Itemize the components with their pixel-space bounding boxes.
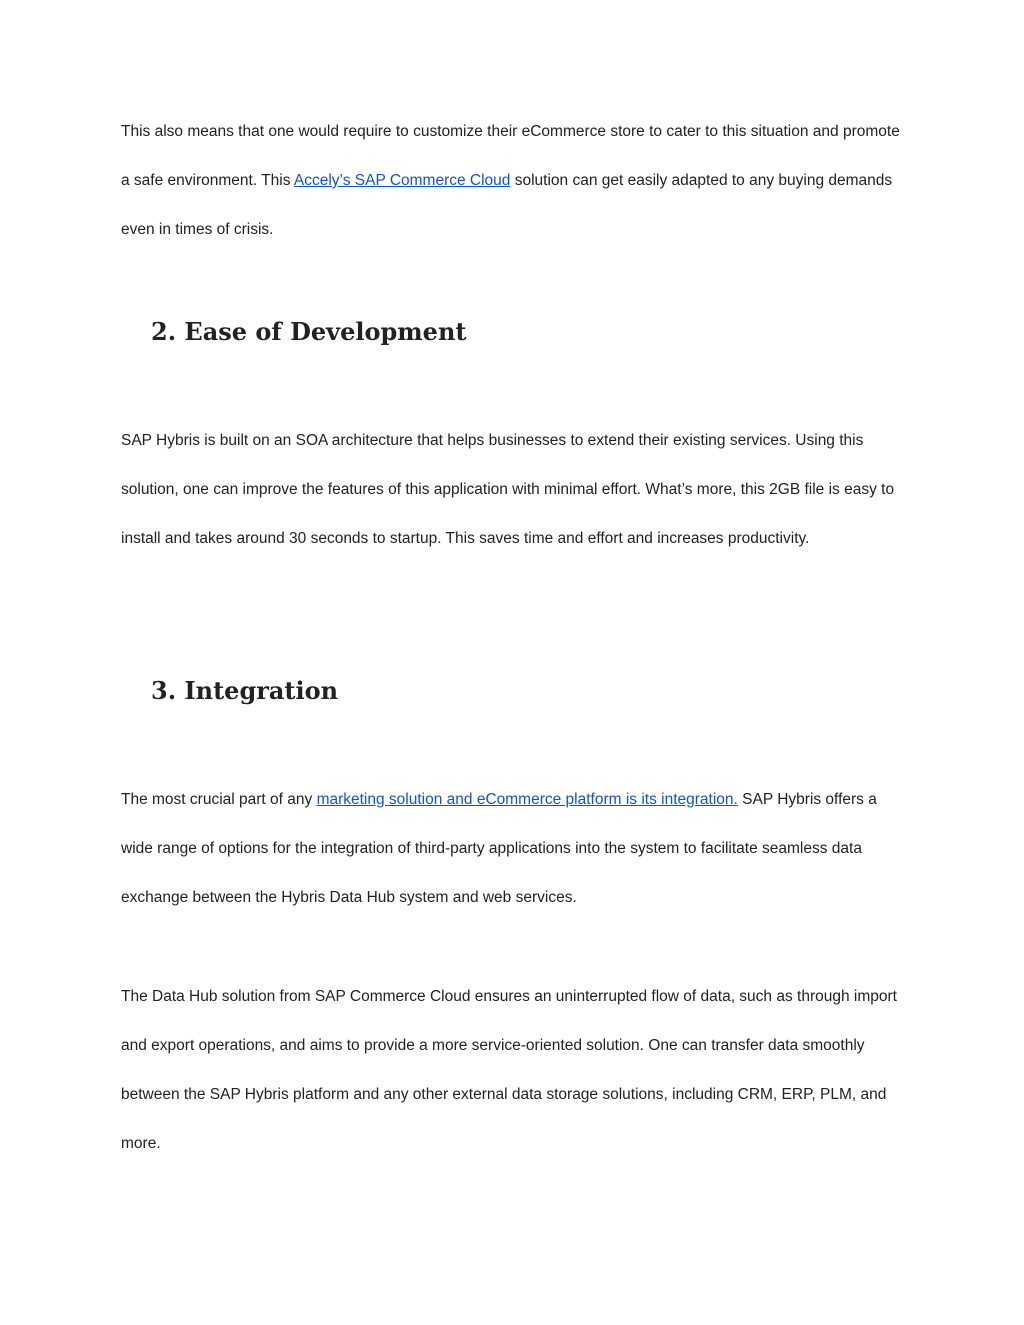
accely-sap-commerce-cloud-link[interactable]: Accely’s SAP Commerce Cloud <box>293 172 511 189</box>
paragraph-intro <box>121 107 911 254</box>
heading-ease-of-development: 2. Ease of Development <box>151 317 467 346</box>
paragraph-data-hub: The Data Hub solution from SAP Commerce Cloud ensures an uninterrupted flow of data, such as through import and export operations, and aims to provide a more service-oriented solution. One can transfer data smoothly between the SAP Hybris platform and any other external data storage solutions, including CRM, ERP, PLM, and more. <box>121 988 897 1152</box>
heading-integration: 3. Integration <box>151 676 339 705</box>
paragraph-integration-text-before-link: The most crucial part of any <box>121 791 317 808</box>
marketing-solution-integration-link[interactable]: marketing solution and eCommerce platform is its integration. <box>316 791 738 808</box>
paragraph-ease-of-development: SAP Hybris is built on an SOA architecture that helps businesses to extend their existing services. Using this solution, one can improve the features of this application with minimal effort. What’s more, this 2GB file is easy to install and takes around 30 seconds to startup. This saves time and effort and increases productivity. <box>121 432 895 547</box>
paragraph-integration-text-after-link: SAP Hybris offers a wide range of options for the integration of third-party applications into the system to facilitate seamless data exchange between the Hybris Data Hub system and web services. <box>121 791 877 906</box>
paragraph-intro-text-after-link: solution can get easily adapted to any buying demands even in times of crisis. <box>121 172 893 238</box>
paragraph-intro-text-before-link: This also means that one would require to customize their eCommerce store to cater to this situation and promote a safe environment. This <box>121 123 900 189</box>
paragraph-integration <box>121 775 911 922</box>
